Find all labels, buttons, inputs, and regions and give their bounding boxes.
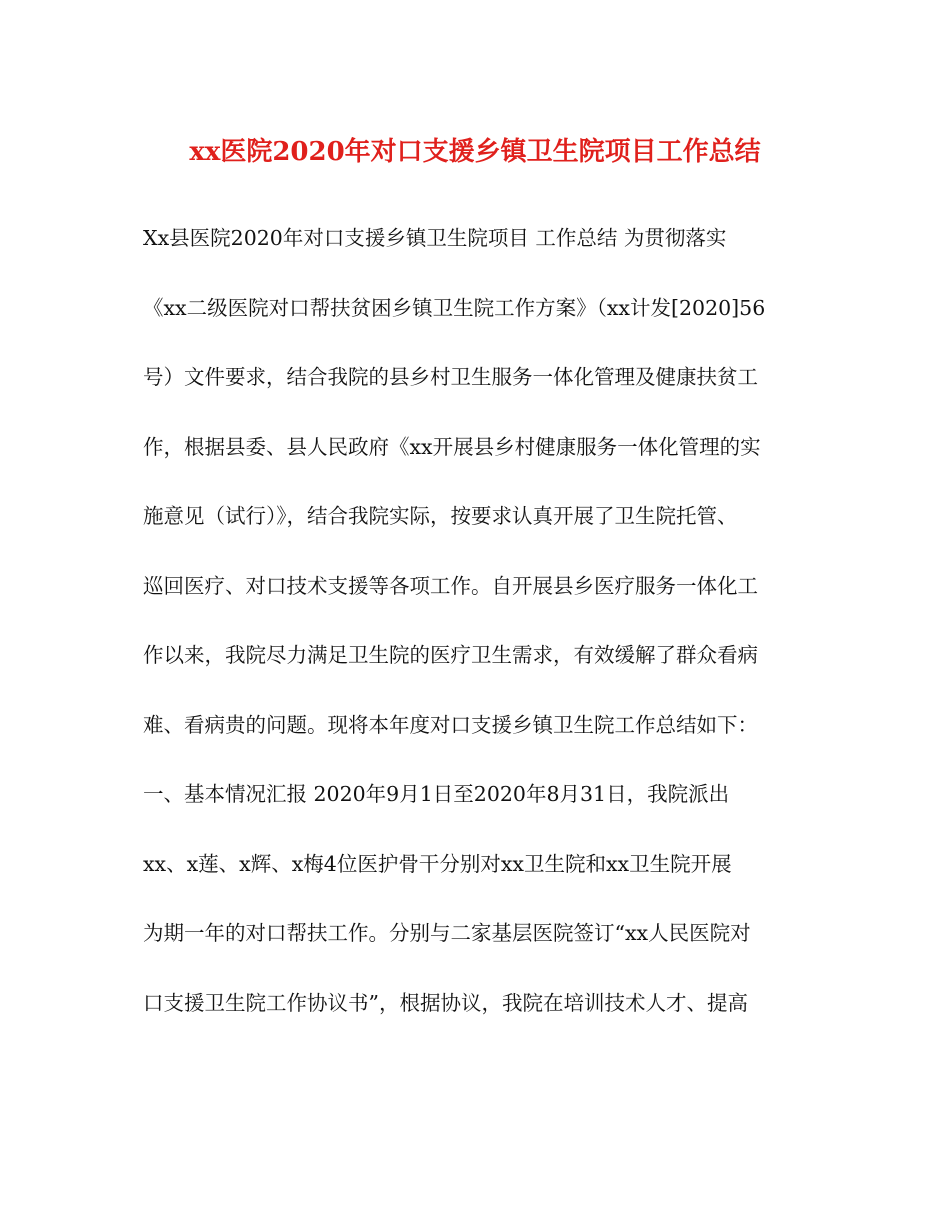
body-line: 为期一年的对口帮扶工作。分别与二家基层医院签订“xx人民医院对: [143, 921, 751, 945]
body-line: 施意见（试行）》，结合我院实际，按要求认真开展了卫生院托管、: [143, 504, 738, 528]
body-line: Xx县医院2020年对口支援乡镇卫生院项目 工作总结 为贯彻落实: [143, 226, 727, 250]
body-line: 《xx二级医院对口帮扶贫困乡镇卫生院工作方案》（xx计发[2020]56: [143, 295, 766, 320]
body-line: xx、x莲、x辉、x梅4位医护骨干分别对xx卫生院和xx卫生院开展: [143, 851, 732, 876]
body-line: 难、看病贵的问题。现将本年度对口支援乡镇卫生院工作总结如下：: [143, 712, 758, 737]
body-line: 作以来，我院尽力满足卫生院的医疗卫生需求，有效缓解了群众看病: [143, 643, 758, 667]
document-body: [143, 226, 823, 1060]
body-line: 口支援卫生院工作协议书”，根据协议，我院在培训技术人才、提高: [143, 990, 748, 1015]
body-line: 作，根据县委、县人民政府《xx开展县乡村健康服务一体化管理的实: [143, 434, 761, 459]
document-title: xx医院2020年对口支援乡镇卫生院项目工作总结: [189, 137, 761, 167]
body-line: 一、基本情况汇报 2020年9月1日至2020年8月31日，我院派出: [143, 782, 730, 806]
body-line: 巡回医疗、对口技术支援等各项工作。自开展县乡医疗服务一体化工: [143, 573, 758, 598]
body-line: 号）文件要求，结合我院的县乡村卫生服务一体化管理及健康扶贫工: [143, 365, 758, 389]
